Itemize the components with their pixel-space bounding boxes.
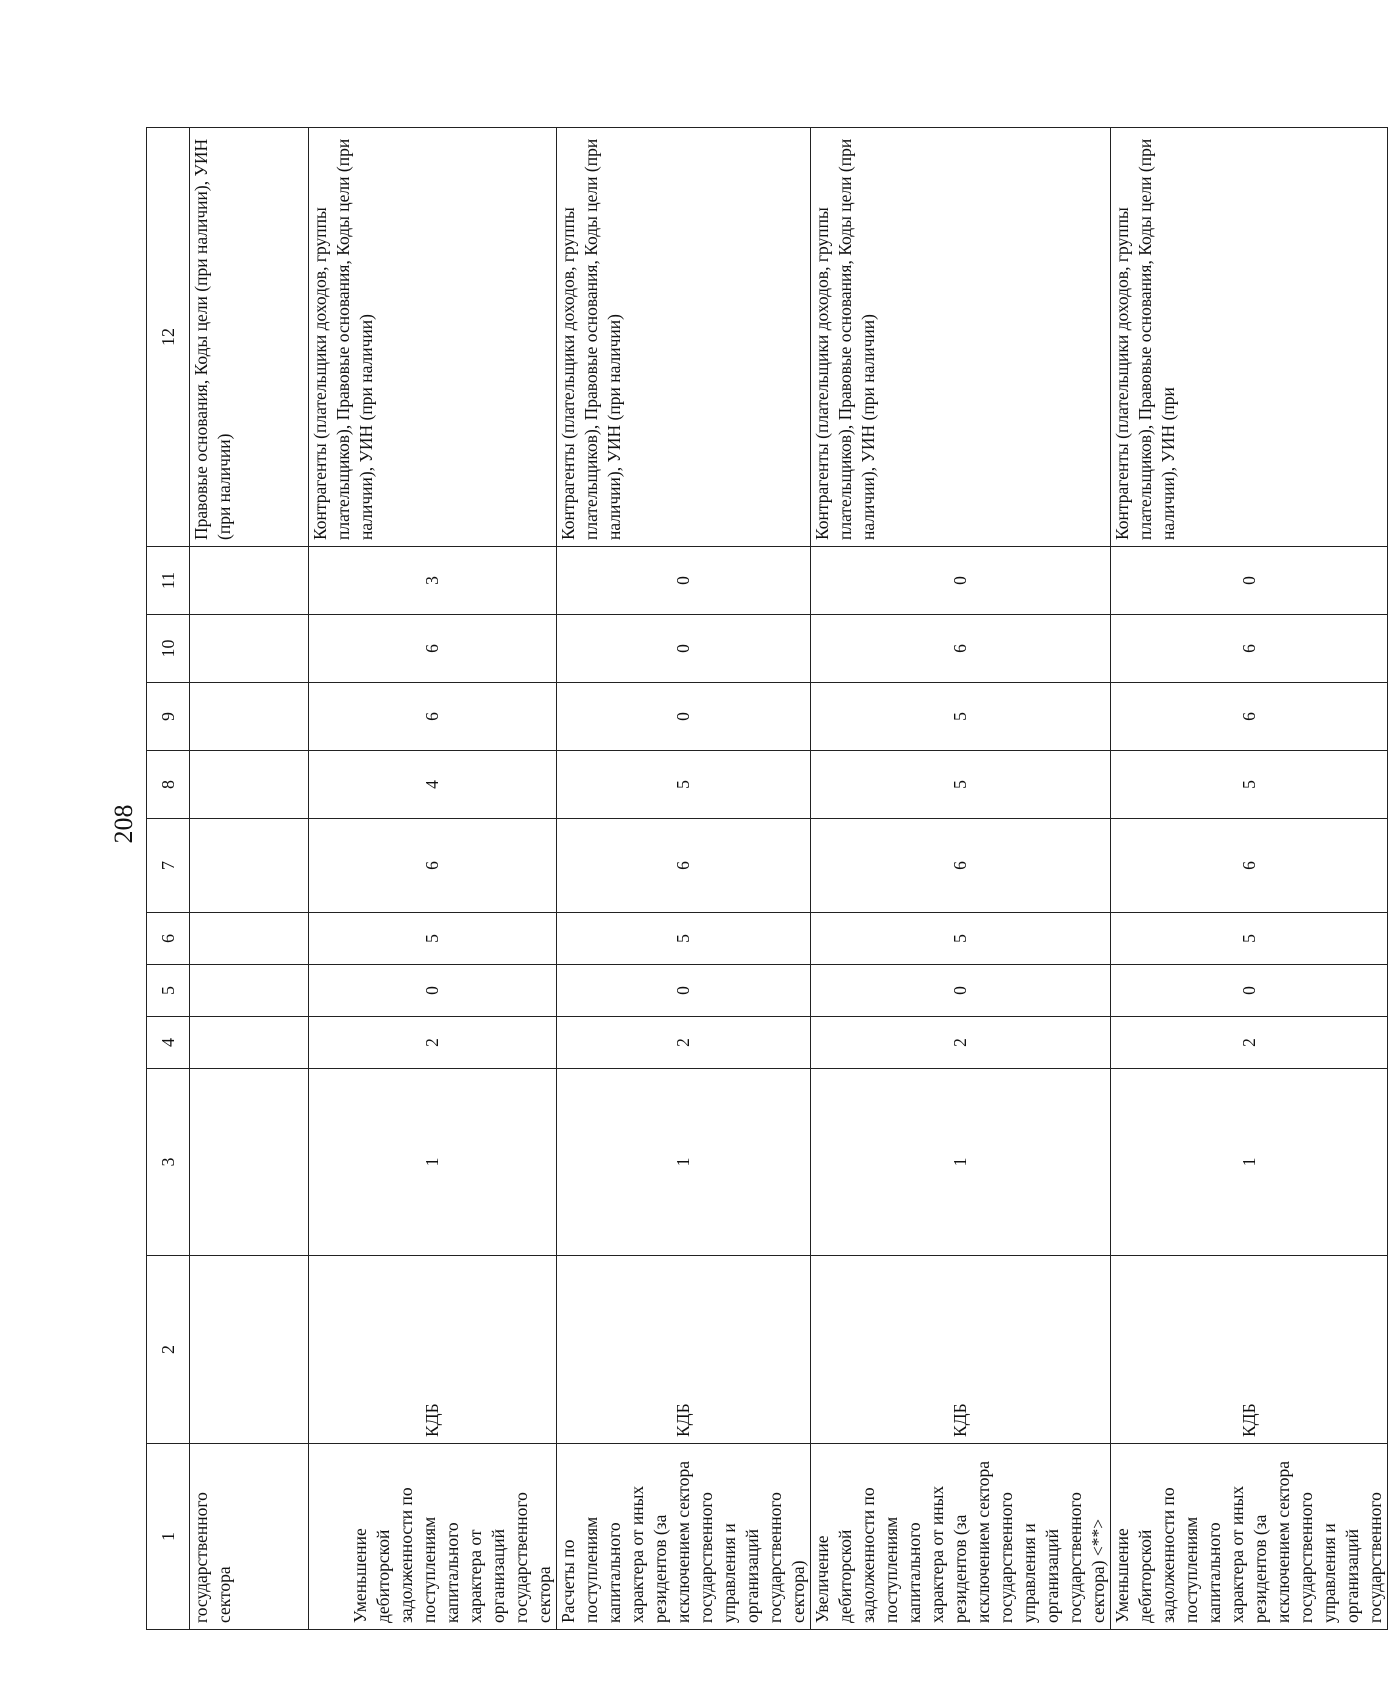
cell-code: КДБ — [1111, 1256, 1388, 1444]
row-analytics: Контрагенты (плательщики доходов, группы плательщиков), Правовые основания, Коды цели (при наличии), УИН (при — [1111, 128, 1388, 547]
column-header: 8 — [147, 751, 190, 819]
column-header: 9 — [147, 683, 190, 751]
rotated-table-wrapper — [146, 128, 1385, 1630]
row-description — [309, 1444, 557, 1630]
cell-value: 0 — [309, 965, 557, 1017]
row-analytics: Правовые основания, Коды цели (при наличии), УИН (при наличии) — [190, 128, 309, 547]
cell-code: КДБ — [811, 1256, 1111, 1444]
cell-code: КДБ — [557, 1256, 811, 1444]
cell-value: 6 — [1111, 819, 1388, 913]
column-header: 1 — [147, 1444, 190, 1630]
column-header: 6 — [147, 913, 190, 965]
cell-value: 2 — [811, 1017, 1111, 1069]
cell-value: 1 — [309, 1069, 557, 1256]
column-header: 3 — [147, 1069, 190, 1256]
column-header: 4 — [147, 1017, 190, 1069]
row-description: Уменьшение дебиторской задолженности по поступлениям капитального характера от иных резидентов (за исключением сектора государственного управления и организаций государственного — [1111, 1444, 1388, 1630]
table-row — [1111, 128, 1388, 1630]
cell-value: 6 — [811, 819, 1111, 913]
cell-value: 5 — [557, 913, 811, 965]
cell-value: 0 — [557, 547, 811, 615]
cell-value — [190, 615, 309, 683]
cell-value: 2 — [309, 1017, 557, 1069]
column-header: 12 — [147, 128, 190, 547]
cell-value: 5 — [811, 913, 1111, 965]
cell-value: 4 — [309, 751, 557, 819]
cell-value: 6 — [557, 819, 811, 913]
column-header: 7 — [147, 819, 190, 913]
cell-value: 0 — [557, 965, 811, 1017]
cell-value: 5 — [811, 683, 1111, 751]
header-row — [147, 128, 190, 1630]
cell-value: 0 — [1111, 965, 1388, 1017]
row-description: государственного сектора — [190, 1444, 309, 1630]
cell-value: 5 — [557, 751, 811, 819]
cell-value: 3 — [309, 547, 557, 615]
cell-value: 5 — [309, 913, 557, 965]
row-description: Увеличение дебиторской задолженности по поступлениям капитального характера от иных резидентов (за исключением сектора государственного управления и организаций государственного сектора) <**> — [811, 1444, 1111, 1630]
cell-value — [190, 1069, 309, 1256]
cell-value — [190, 965, 309, 1017]
row-description: Расчеты по поступлениям капитального характера от иных резидентов (за исключением сектора государственного управления и организаций государственного сектора) — [557, 1444, 811, 1630]
row-description-text: Уменьшение дебиторской задолженности по поступлениям капитального характера от организаций государственного сектора — [350, 1487, 554, 1623]
cell-value — [190, 913, 309, 965]
cell-value: 0 — [557, 683, 811, 751]
cell-value: 6 — [309, 615, 557, 683]
table-row — [190, 128, 309, 1630]
column-header: 11 — [147, 547, 190, 615]
cell-value: 0 — [811, 547, 1111, 615]
cell-value: 1 — [811, 1069, 1111, 1256]
cell-value — [190, 819, 309, 913]
cell-value: 2 — [557, 1017, 811, 1069]
cell-value: 1 — [1111, 1069, 1388, 1256]
cell-value: 5 — [1111, 751, 1388, 819]
table-row — [811, 128, 1111, 1630]
cell-code: КДБ — [309, 1256, 557, 1444]
data-table — [146, 127, 1388, 1630]
row-analytics: Контрагенты (плательщики доходов, группы плательщиков), Правовые основания, Коды цели (при наличии), УИН (при наличии) — [309, 128, 557, 547]
cell-value: 6 — [309, 683, 557, 751]
cell-value: 6 — [309, 819, 557, 913]
table-row — [557, 128, 811, 1630]
cell-value: 0 — [1111, 547, 1388, 615]
table-row — [309, 128, 557, 1630]
cell-code — [190, 1256, 309, 1444]
column-header: 2 — [147, 1256, 190, 1444]
cell-value: 5 — [1111, 913, 1388, 965]
cell-value — [190, 683, 309, 751]
row-analytics: Контрагенты (плательщики доходов, группы плательщиков), Правовые основания, Коды цели (при наличии), УИН (при наличии) — [557, 128, 811, 547]
cell-value: 6 — [1111, 615, 1388, 683]
cell-value: 5 — [811, 751, 1111, 819]
column-header: 5 — [147, 965, 190, 1017]
cell-value: 0 — [557, 615, 811, 683]
cell-value: 6 — [1111, 683, 1388, 751]
page-number: 208 — [109, 804, 138, 844]
cell-value — [190, 751, 309, 819]
cell-value — [190, 1017, 309, 1069]
row-analytics: Контрагенты (плательщики доходов, группы плательщиков), Правовые основания, Коды цели (при наличии), УИН (при наличии) — [811, 128, 1111, 547]
cell-value: 1 — [557, 1069, 811, 1256]
cell-value: 6 — [811, 615, 1111, 683]
cell-value: 2 — [1111, 1017, 1388, 1069]
cell-value: 0 — [811, 965, 1111, 1017]
column-header: 10 — [147, 615, 190, 683]
cell-value — [190, 547, 309, 615]
